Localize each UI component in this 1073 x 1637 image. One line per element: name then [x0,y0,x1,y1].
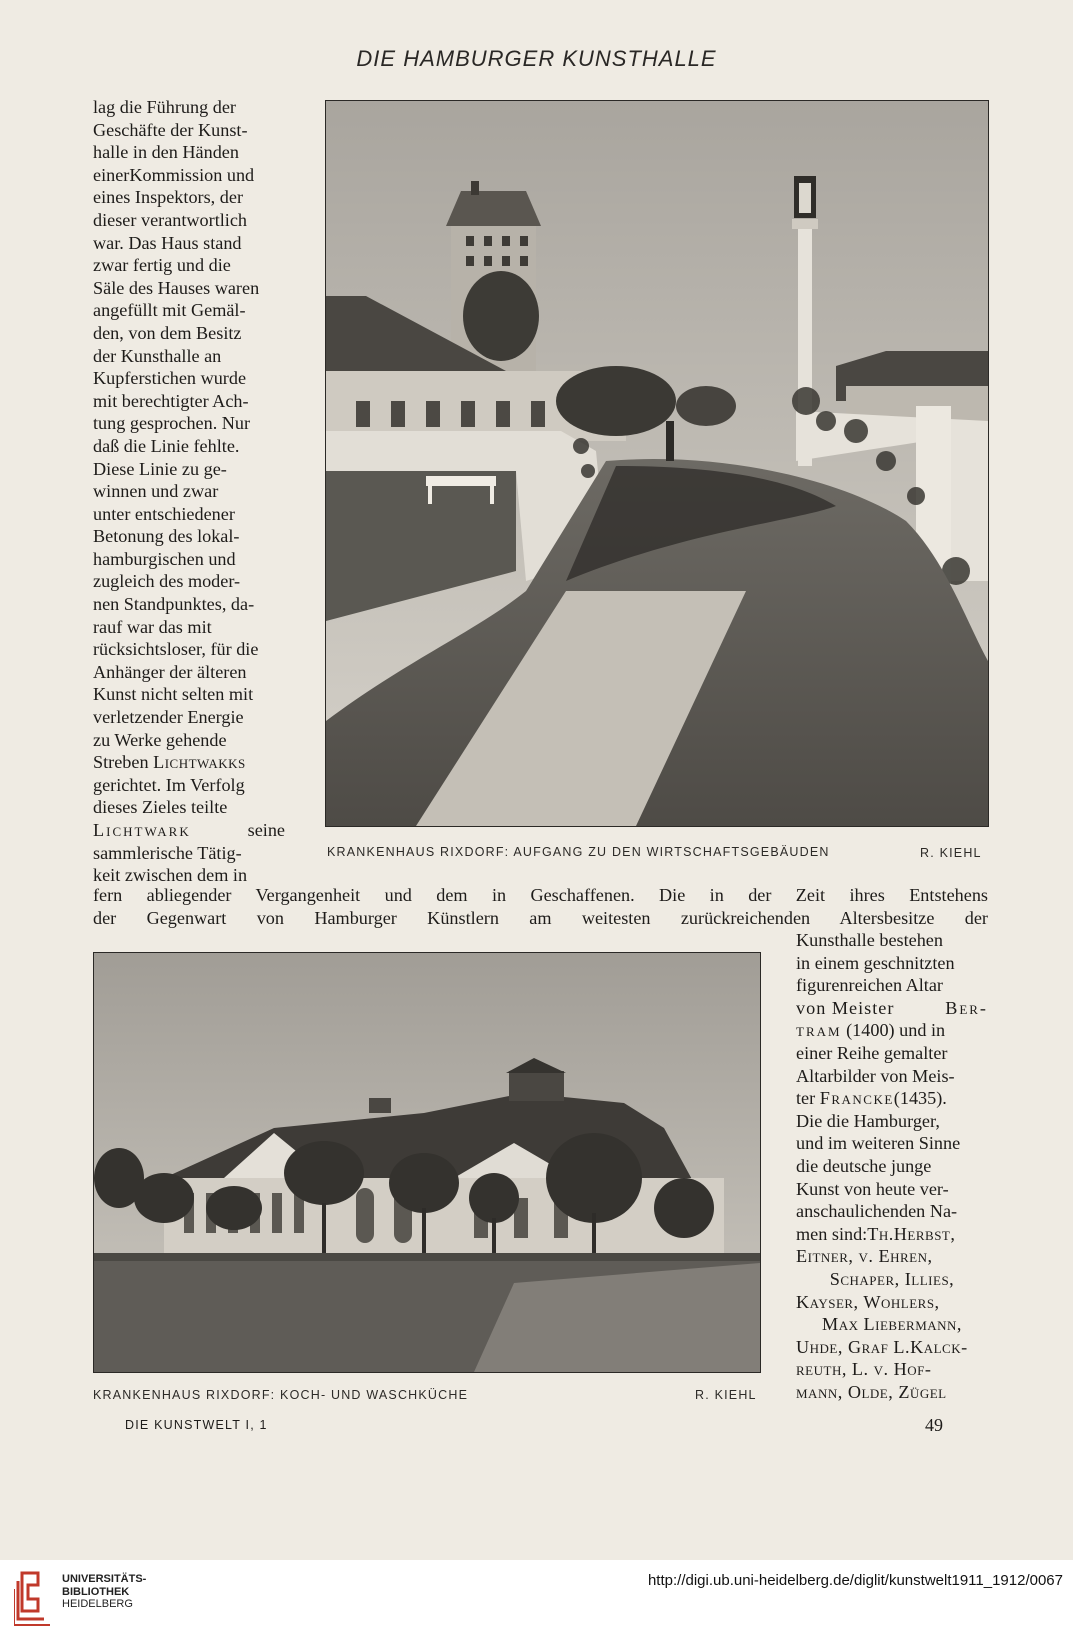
text-line: Kupferstichen wurde [93,368,247,389]
artist-names-line: Max Liebermann, [822,1314,962,1335]
text-line [796,1087,988,1110]
text-line: der Kunsthalle an [93,345,222,366]
text-line: Anhänger der älteren [93,661,247,682]
text-line: hamburgischen und [93,548,236,569]
figure-caption: KRANKENHAUS RIXDORF: AUFGANG ZU DEN WIRTSCHAFTSGEBÄUDEN [327,845,830,859]
text-line: die deutsche junge [796,1155,932,1176]
artist-name: Francke [819,1088,894,1109]
text-line: fern abliegender Vergangenheit und dem in Geschaffenen. Die in der Zeit ihres Entstehens [93,885,988,905]
text-line: dieses Zieles teilte [93,797,228,818]
text-column-right [796,929,988,1403]
artist-names-line: Kayser, Wohlers, [796,1291,940,1312]
photo-courtyard-entrance [325,100,989,827]
text-line: winnen und zwar [93,481,219,502]
artist-name: Th.Herbst, [867,1223,956,1244]
text-line: dieser verantwortlich [93,209,248,230]
text-line: einerKommission und [93,164,255,185]
source-url-link[interactable]: http://digi.ub.uni-heidelberg.de/diglit/kunstwelt1911_1912/0067 [647,1572,1063,1589]
artist-names-line: Eitner, v. Ehren, [796,1246,933,1267]
text-line: und im weiteren Sinne [796,1133,961,1154]
text-line: Betonung des lokal- [93,526,240,547]
text-line: keit zwischen dem in [93,865,248,886]
text-line: halle in den Händen [93,142,239,163]
text-line: angefüllt mit Gemäl- [93,300,246,321]
text-line [93,819,285,842]
text-line: rücksichtsloser, für die [93,639,259,660]
text-line: einer Reihe gemalter [796,1042,948,1063]
page-number: 49 [925,1415,943,1435]
artist-name: Lichtwakks [153,752,246,773]
artist-name: tram [796,1020,842,1041]
text-column-left [93,96,285,887]
text-line: sammlerische Tätig- [93,842,242,863]
text-fragment: ter [796,1088,816,1109]
text-fragment: men sind: [796,1223,868,1244]
text-line: Geschäfte der Kunst- [93,119,248,140]
photo-credit: R. KIEHL [920,846,982,860]
text-line: Kunst von heute ver- [796,1178,949,1199]
text-line: eines Inspektors, der [93,187,244,208]
library-name-line: BIBLIOTHEK [62,1585,130,1598]
text-line: mit berechtigter Ach- [93,390,249,411]
text-line: tung gesprochen. Nur [93,413,251,434]
text-line: zwar fertig und die [93,255,231,276]
text-line: anschaulichenden Na- [796,1201,958,1222]
text-line: figurenreichen Altar [796,975,943,996]
text-wide [93,884,988,929]
text-line: zugleich des moder- [93,571,241,592]
library-logo-icon[interactable] [14,1569,54,1627]
text-line: den, von dem Besitz [93,322,242,343]
artist-names-line: Schaper, Illies, [829,1268,955,1289]
text-line: Säle des Hauses waren [93,277,260,298]
library-name[interactable] [62,1573,146,1611]
text-line: verletzender Energie [93,707,244,728]
text-line: Diese Linie zu ge- [93,458,227,479]
text-line [796,997,988,1020]
photo-credit: R. KIEHL [695,1388,757,1402]
photo-kitchen-laundry [93,952,761,1373]
text-line: daß die Linie fehlte. [93,435,240,456]
text-line: Kunsthalle bestehen [796,930,943,950]
text-line: rauf war das mit [93,616,212,637]
text-fragment: (1435). [893,1088,947,1109]
artist-names-line: mann, Olde, Zügel [796,1381,947,1402]
text-line [796,1019,988,1042]
text-fragment: seine [247,820,285,840]
running-title: DIE HAMBURGER KUNSTHALLE [356,46,717,71]
library-name-line: HEIDELBERG [62,1598,133,1610]
text-line: gerichtet. Im Verfolg [93,774,245,795]
text-line: unter entschiedener [93,503,235,524]
text-line: der Gegenwart von Hamburger Künstlern am weitesten zurückreichenden Altersbesitze der [93,907,988,928]
text-line: Kunst nicht selten mit [93,684,254,705]
journal-footer: DIE KUNSTWELT I, 1 [125,1418,268,1432]
text-line: war. Das Haus stand [93,232,242,253]
artist-names-line: Uhde, Graf L.Kalck- [796,1336,968,1357]
text-fragment: Streben [93,752,149,773]
text-line: in einem geschnitzten [796,952,955,973]
text-line: lag die Führung der [93,97,236,117]
artist-names-line: reuth, L. v. Hof- [796,1359,932,1380]
text-line [796,1223,988,1246]
text-line: zu Werke gehende [93,729,227,750]
text-line: Altarbilder von Meis- [796,1065,955,1086]
artist-name: Lichtwark [93,820,191,840]
artist-name: Ber- [945,997,988,1018]
text-line [93,751,285,774]
library-name-line: UNIVERSITÄTS- [62,1573,147,1585]
text-line: Die die Hamburger, [796,1110,940,1131]
text-fragment: (1400) und in [846,1020,946,1041]
text-fragment: von Meister [796,997,895,1018]
figure-caption: KRANKENHAUS RIXDORF: KOCH- UND WASCHKÜCHE [93,1388,469,1402]
text-line: nen Standpunktes, da- [93,594,255,615]
